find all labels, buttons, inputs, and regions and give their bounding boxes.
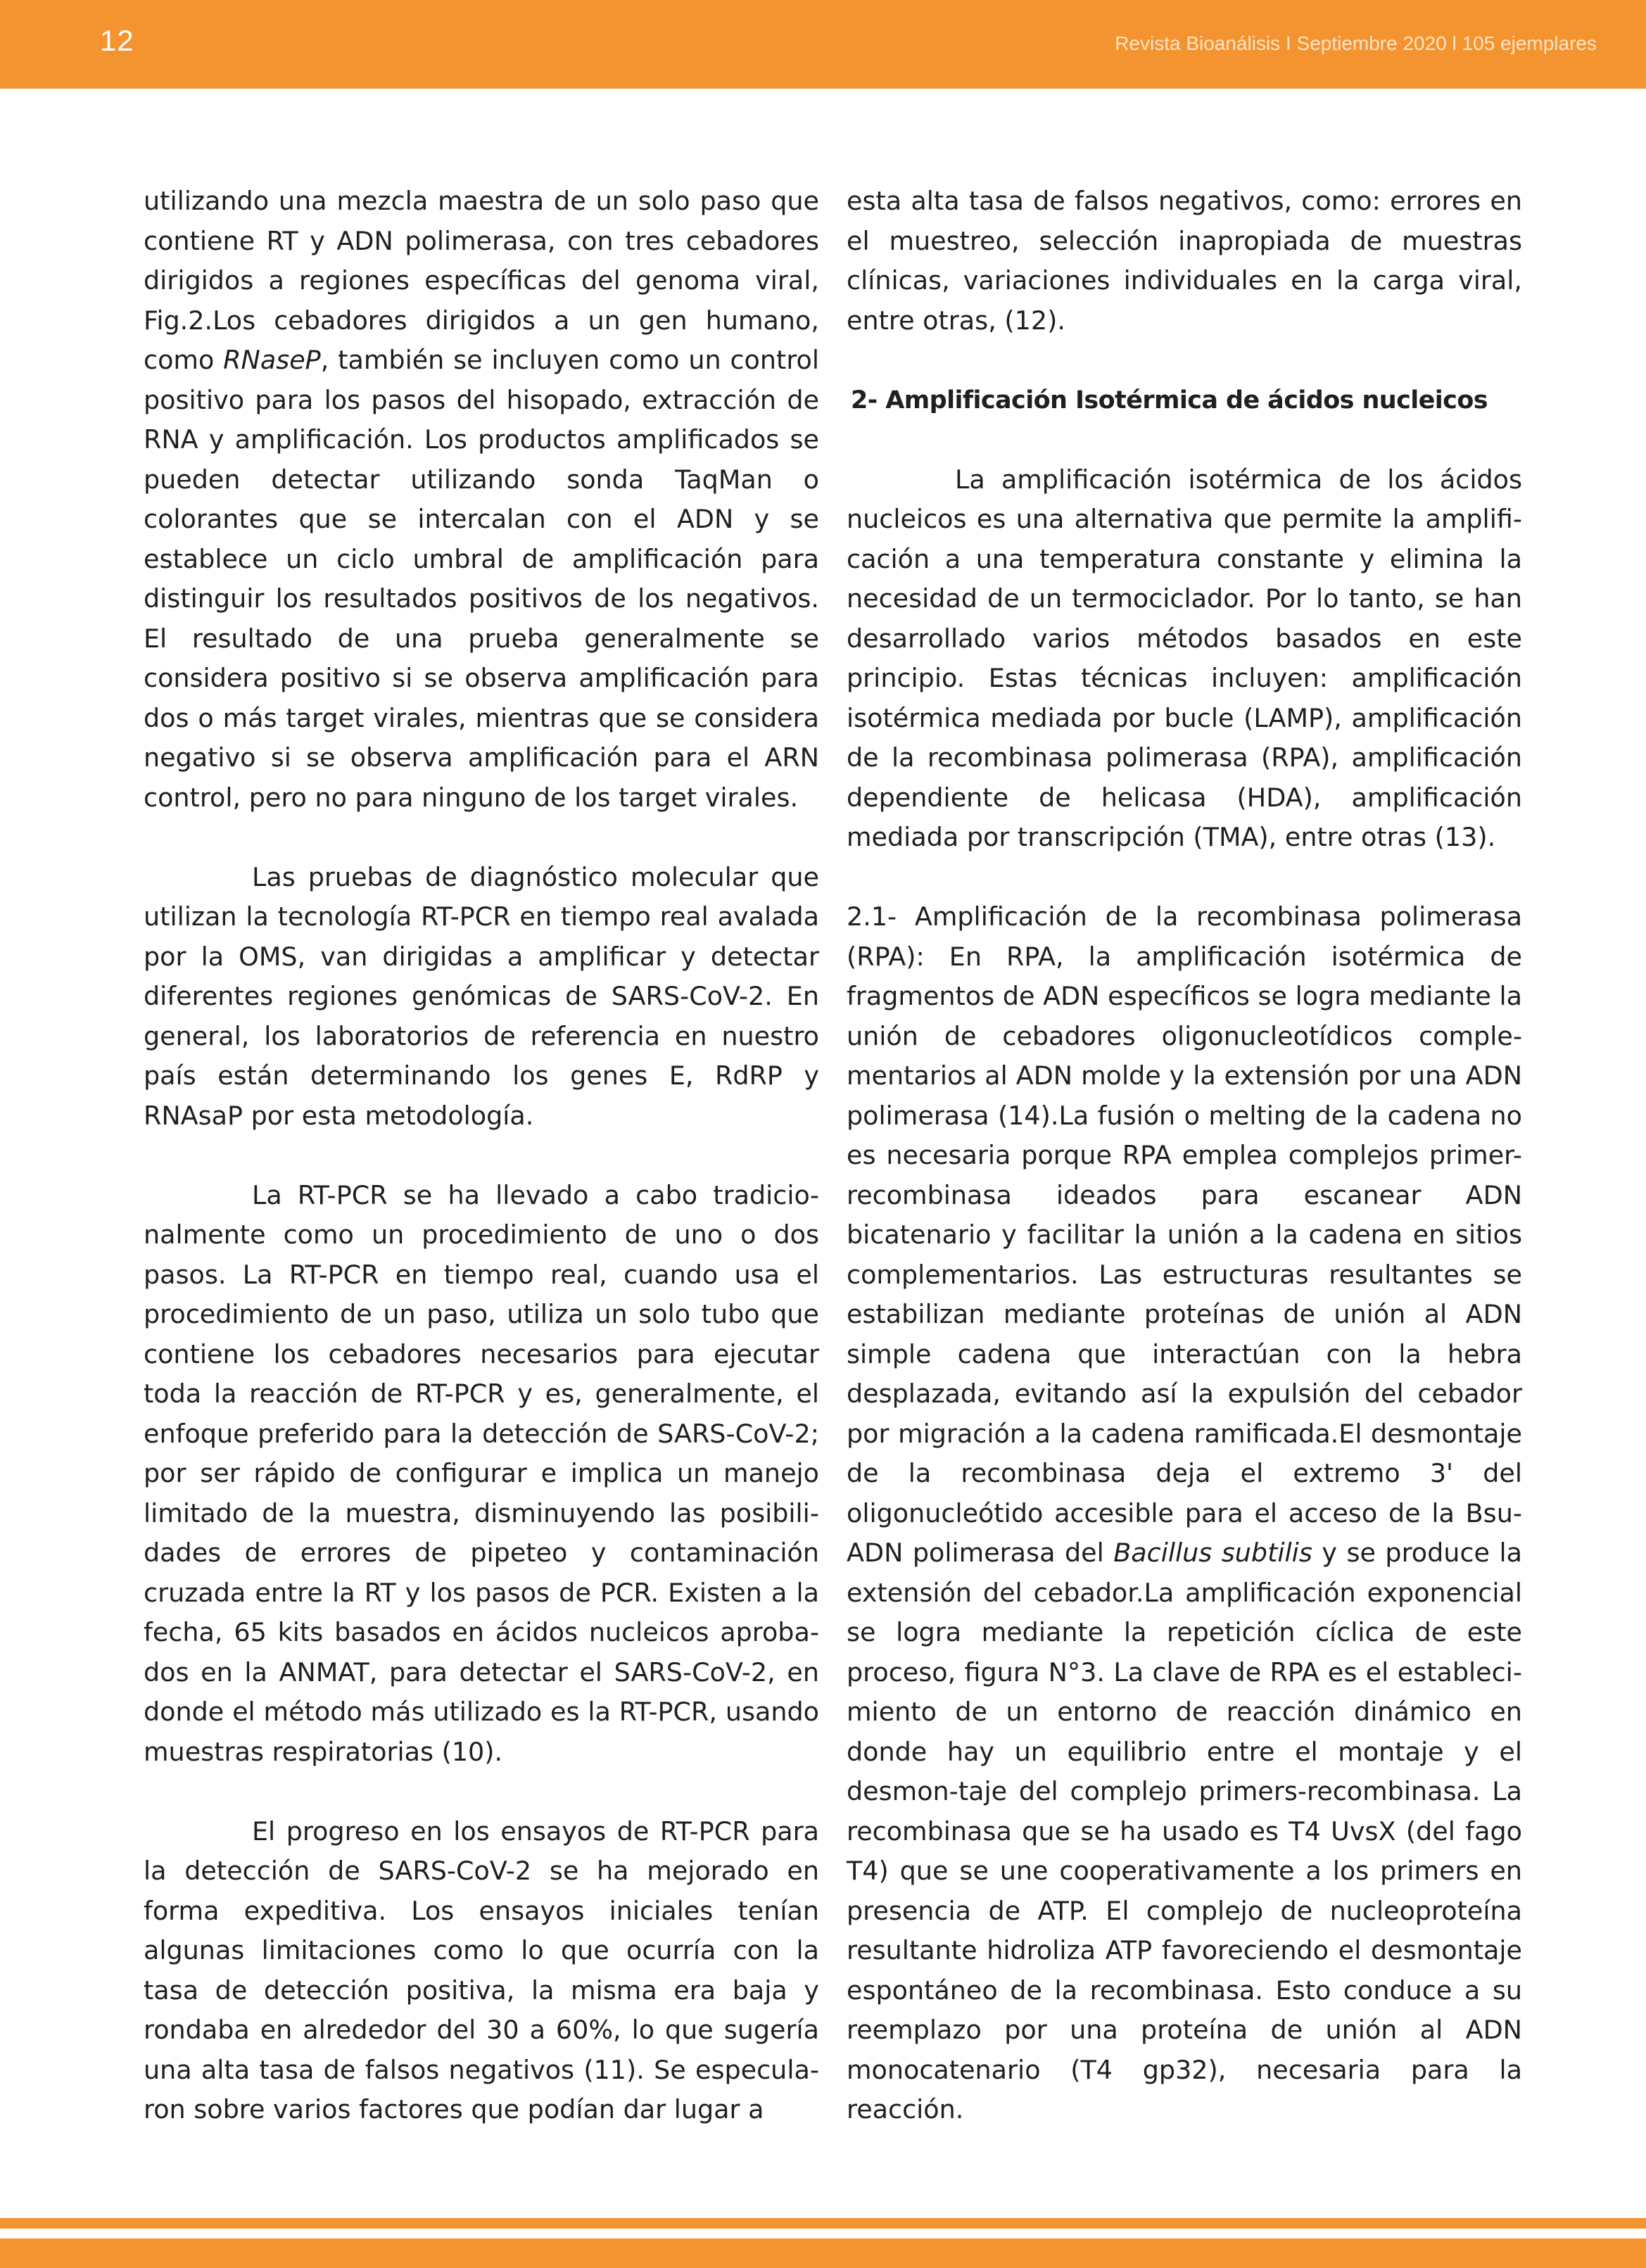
page-number: 12 [100,24,134,57]
right-column [847,182,1522,2130]
footer-stripe-thick [0,2238,1646,2268]
paragraph-6: La amplificación isotérmica de los ácidos nucleicos es una alternativa que permite la amplificación a una temperatura constante y elimina la necesidad de un termociclador. Por lo tanto, se han desarrollado varios métodos basados en este principio. Estas técnicas incluyen: amplificación isotérmica mediada por bucle (LAMP), amplificación de la recombinasa polimerasa (RPA), amplificación dependiente de helicasa (HDA), amplificación mediada por transcripción (TMA), entre otras (13). [847,464,1522,852]
gene-rnasep: RNaseP [223,345,321,375]
paragraph-7-text-b: y se produce la extensión del cebador.La amplificación exponencial se logra mediante la repetición cíclica de este proceso, figura N°3. La clave de RPA es el establecimiento de un entorno de reacción dinámico en donde hay un equilibrio entre el montaje y el desmon-taje del complejo primers-recombinasa. La recombinasa que se ha usado es T4 UvsX (del fago T4) que se une cooperativamente a los primers en presencia de ATP. El complejo de nucleoproteína resultante hidroliza ATP favoreciendo el desmontaje espontáneo de la recombinasa. Esto conduce a su reemplazo por una proteína de unión al ADN monocatenario (T4 gp32), necesaria para la reacción. [847,1538,1522,2124]
page-header [0,0,1646,89]
paragraph-5: esta alta tasa de falsos negativos, como: errores en el muestreo, selección inapropiada de muestras clínicas, variaciones individuales en la carga viral, entre otras, (12). [847,186,1522,336]
section-heading: 2- Amplificación Isotérmica de ácidos nucleicos [851,386,1488,414]
paragraph-7 [847,897,1522,2130]
left-column [144,182,819,2130]
paragraph-7-text-a: 2.1- Amplificación de la recombinasa polimerasa (RPA): En RPA, la amplificación isotérmica de fragmentos de ADN específicos se logra mediante la unión de cebadores oligonucleotídicos complementarios al ADN molde y la extensión por una ADN polimerasa (14).La fusión o melting de la cadena no es necesaria porque RPA emplea complejos primer-recombinasa ideados para escanear ADN bicatenario y facilitar la unión a la cadena en sitios complementarios. Las estructuras resultantes se estabilizan mediante proteínas de unión al ADN simple cadena que interactúan con la hebra desplazada, evitando así la expulsión del cebador por migración a la cadena ramificada.El desmontaje de la recombinasa deja el extremo 3' del oligonucleótido accesible para el acceso de la Bsu-ADN polimerasa del [847,901,1522,1568]
paragraph-1 [144,182,819,818]
running-head: Revista Bioanálisis I Septiembre 2020 l 105 ejemplares [1115,32,1597,54]
footer-stripe-thin [0,2218,1646,2229]
paragraph-4: El progreso en los ensayos de RT-PCR para la detección de SARS-CoV-2 se ha mejorado en forma expeditiva. Los ensayos iniciales tenían algunas limitaciones como lo que ocurría con la tasa de detección positiva, la misma era baja y rondaba en alrededor del 30 a 60%, lo que sugería una alta tasa de falsos negativos (11). Se especularon sobre varios factores que podían dar lugar a [144,1816,819,2124]
paragraph-2: Las pruebas de diagnóstico molecular que utilizan la tecnología RT-PCR en tiempo real avalada por la OMS, van dirigidas a amplificar y detectar diferentes regiones genómicas de SARS-CoV-2. En general, los laboratorios de referencia en nuestro país están determinando los genes E, RdRP y RNAsaP por esta metodología. [144,861,819,1131]
paragraph-1-text-b: , también se incluyen como un control positivo para los pasos del hisopado, extracción de RNA y amplificación. Los productos amplificados se pueden detectar utilizando sonda TaqMan o colorantes que se intercalan con el ADN y se establece un ciclo umbral de amplificación para distinguir los resultados positivos de los negativos. El resultado de una prueba generalmente se considera positivo si se observa amplificación para dos o más target virales, mientras que se considera negativo si se observa amplificación para el ARN control, pero no para ninguno de los target virales. [144,345,820,813]
paragraph-3: La RT-PCR se ha llevado a cabo tradicionalmente como un procedimiento de uno o dos pasos. La RT-PCR en tiempo real, cuando usa el procedimiento de un paso, utiliza un solo tubo que contiene los cebadores necesarios para ejecutar toda la reacción de RT-PCR y es, generalmente, el enfoque preferido para la detección de SARS-CoV-2; por ser rápido de configurar e implica un manejo limitado de la muestra, disminuyendo las posibilidades de errores de pipeteo y contaminación cruzada entre la RT y los pasos de PCR. Existen a la fecha, 65 kits basados en ácidos nucleicos aprobados en la ANMAT, para detectar el SARS-CoV-2, en donde el método más utilizado es la RT-PCR, usando muestras respiratorias (10). [144,1179,819,1767]
species-bacillus-subtilis: Bacillus subtilis [1113,1538,1312,1568]
paragraph-1-text-a: utilizando una mezcla maestra de un solo paso que contiene RT y ADN polimerasa, con tres cebadores dirigidos a regiones específicas del genoma viral, Fig.2.Los cebadores dirigidos a un gen humano, como [144,186,819,375]
